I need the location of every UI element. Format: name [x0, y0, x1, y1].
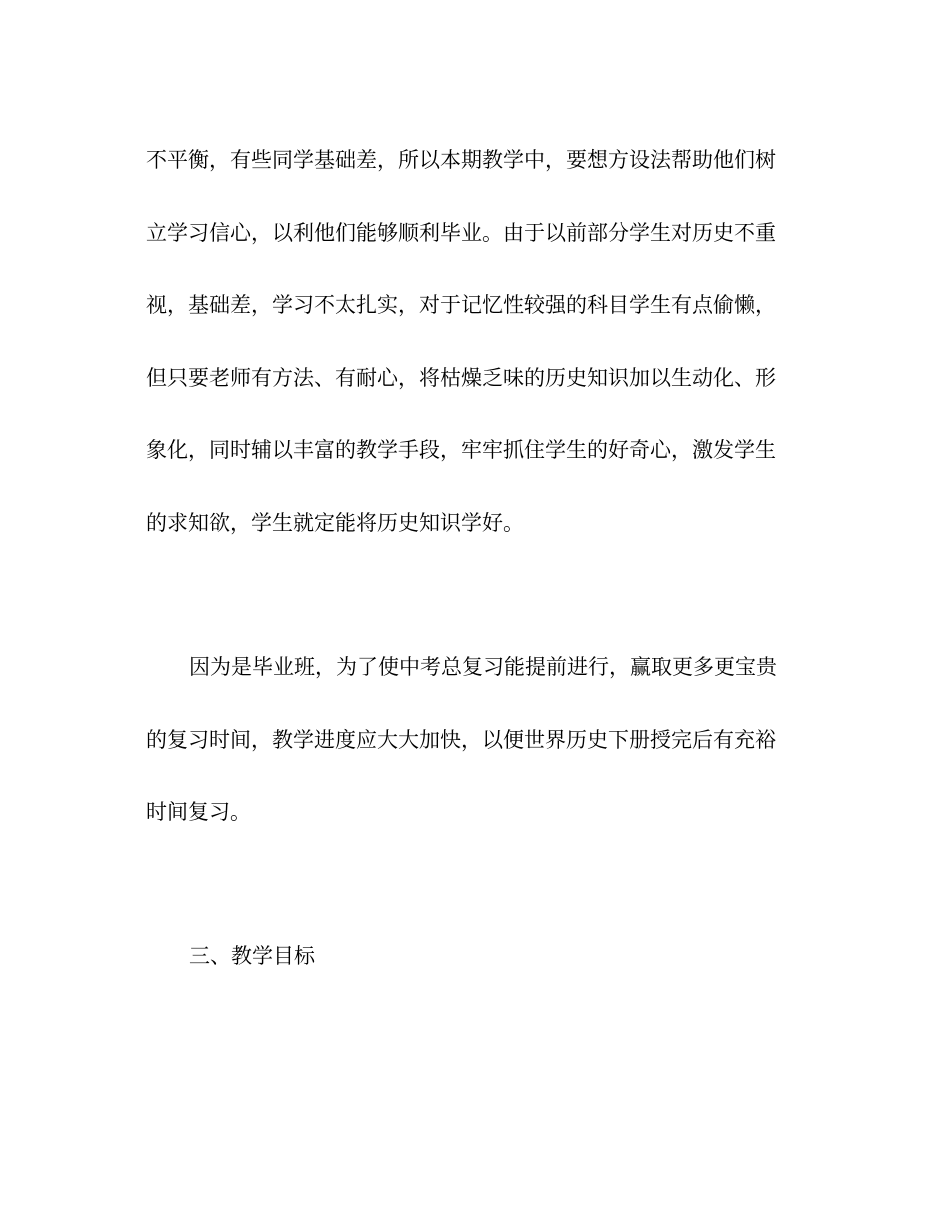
paragraph-1-line-1: 不平衡，有些同学基础差，所以本期教学中，要想方设法帮助他们树	[146, 148, 776, 172]
paragraph-1-line-2: 立学习信心，以利他们能够顺利毕业。由于以前部分学生对历史不重	[146, 221, 776, 245]
paragraph-1-line-5: 象化，同时辅以丰富的教学手段，牢牢抓住学生的好奇心，激发学生	[146, 438, 776, 462]
paragraph-1-line-4: 但只要老师有方法、有耐心，将枯燥乏味的历史知识加以生动化、形	[146, 366, 776, 390]
paragraph-2-line-1: 因为是毕业班，为了使中考总复习能提前进行，赢取更多更宝贵	[189, 655, 777, 679]
section-heading: 三、教学目标	[189, 944, 315, 968]
paragraph-2-line-3: 时间复习。	[146, 800, 251, 824]
paragraph-1-line-3: 视，基础差，学习不太扎实，对于记忆性较强的科目学生有点偷懒，	[146, 293, 776, 317]
paragraph-2-line-2: 的复习时间，教学进度应大大加快，以便世界历史下册授完后有充裕	[146, 728, 776, 752]
paragraph-1-line-6: 的求知欲，学生就定能将历史知识学好。	[146, 511, 524, 535]
